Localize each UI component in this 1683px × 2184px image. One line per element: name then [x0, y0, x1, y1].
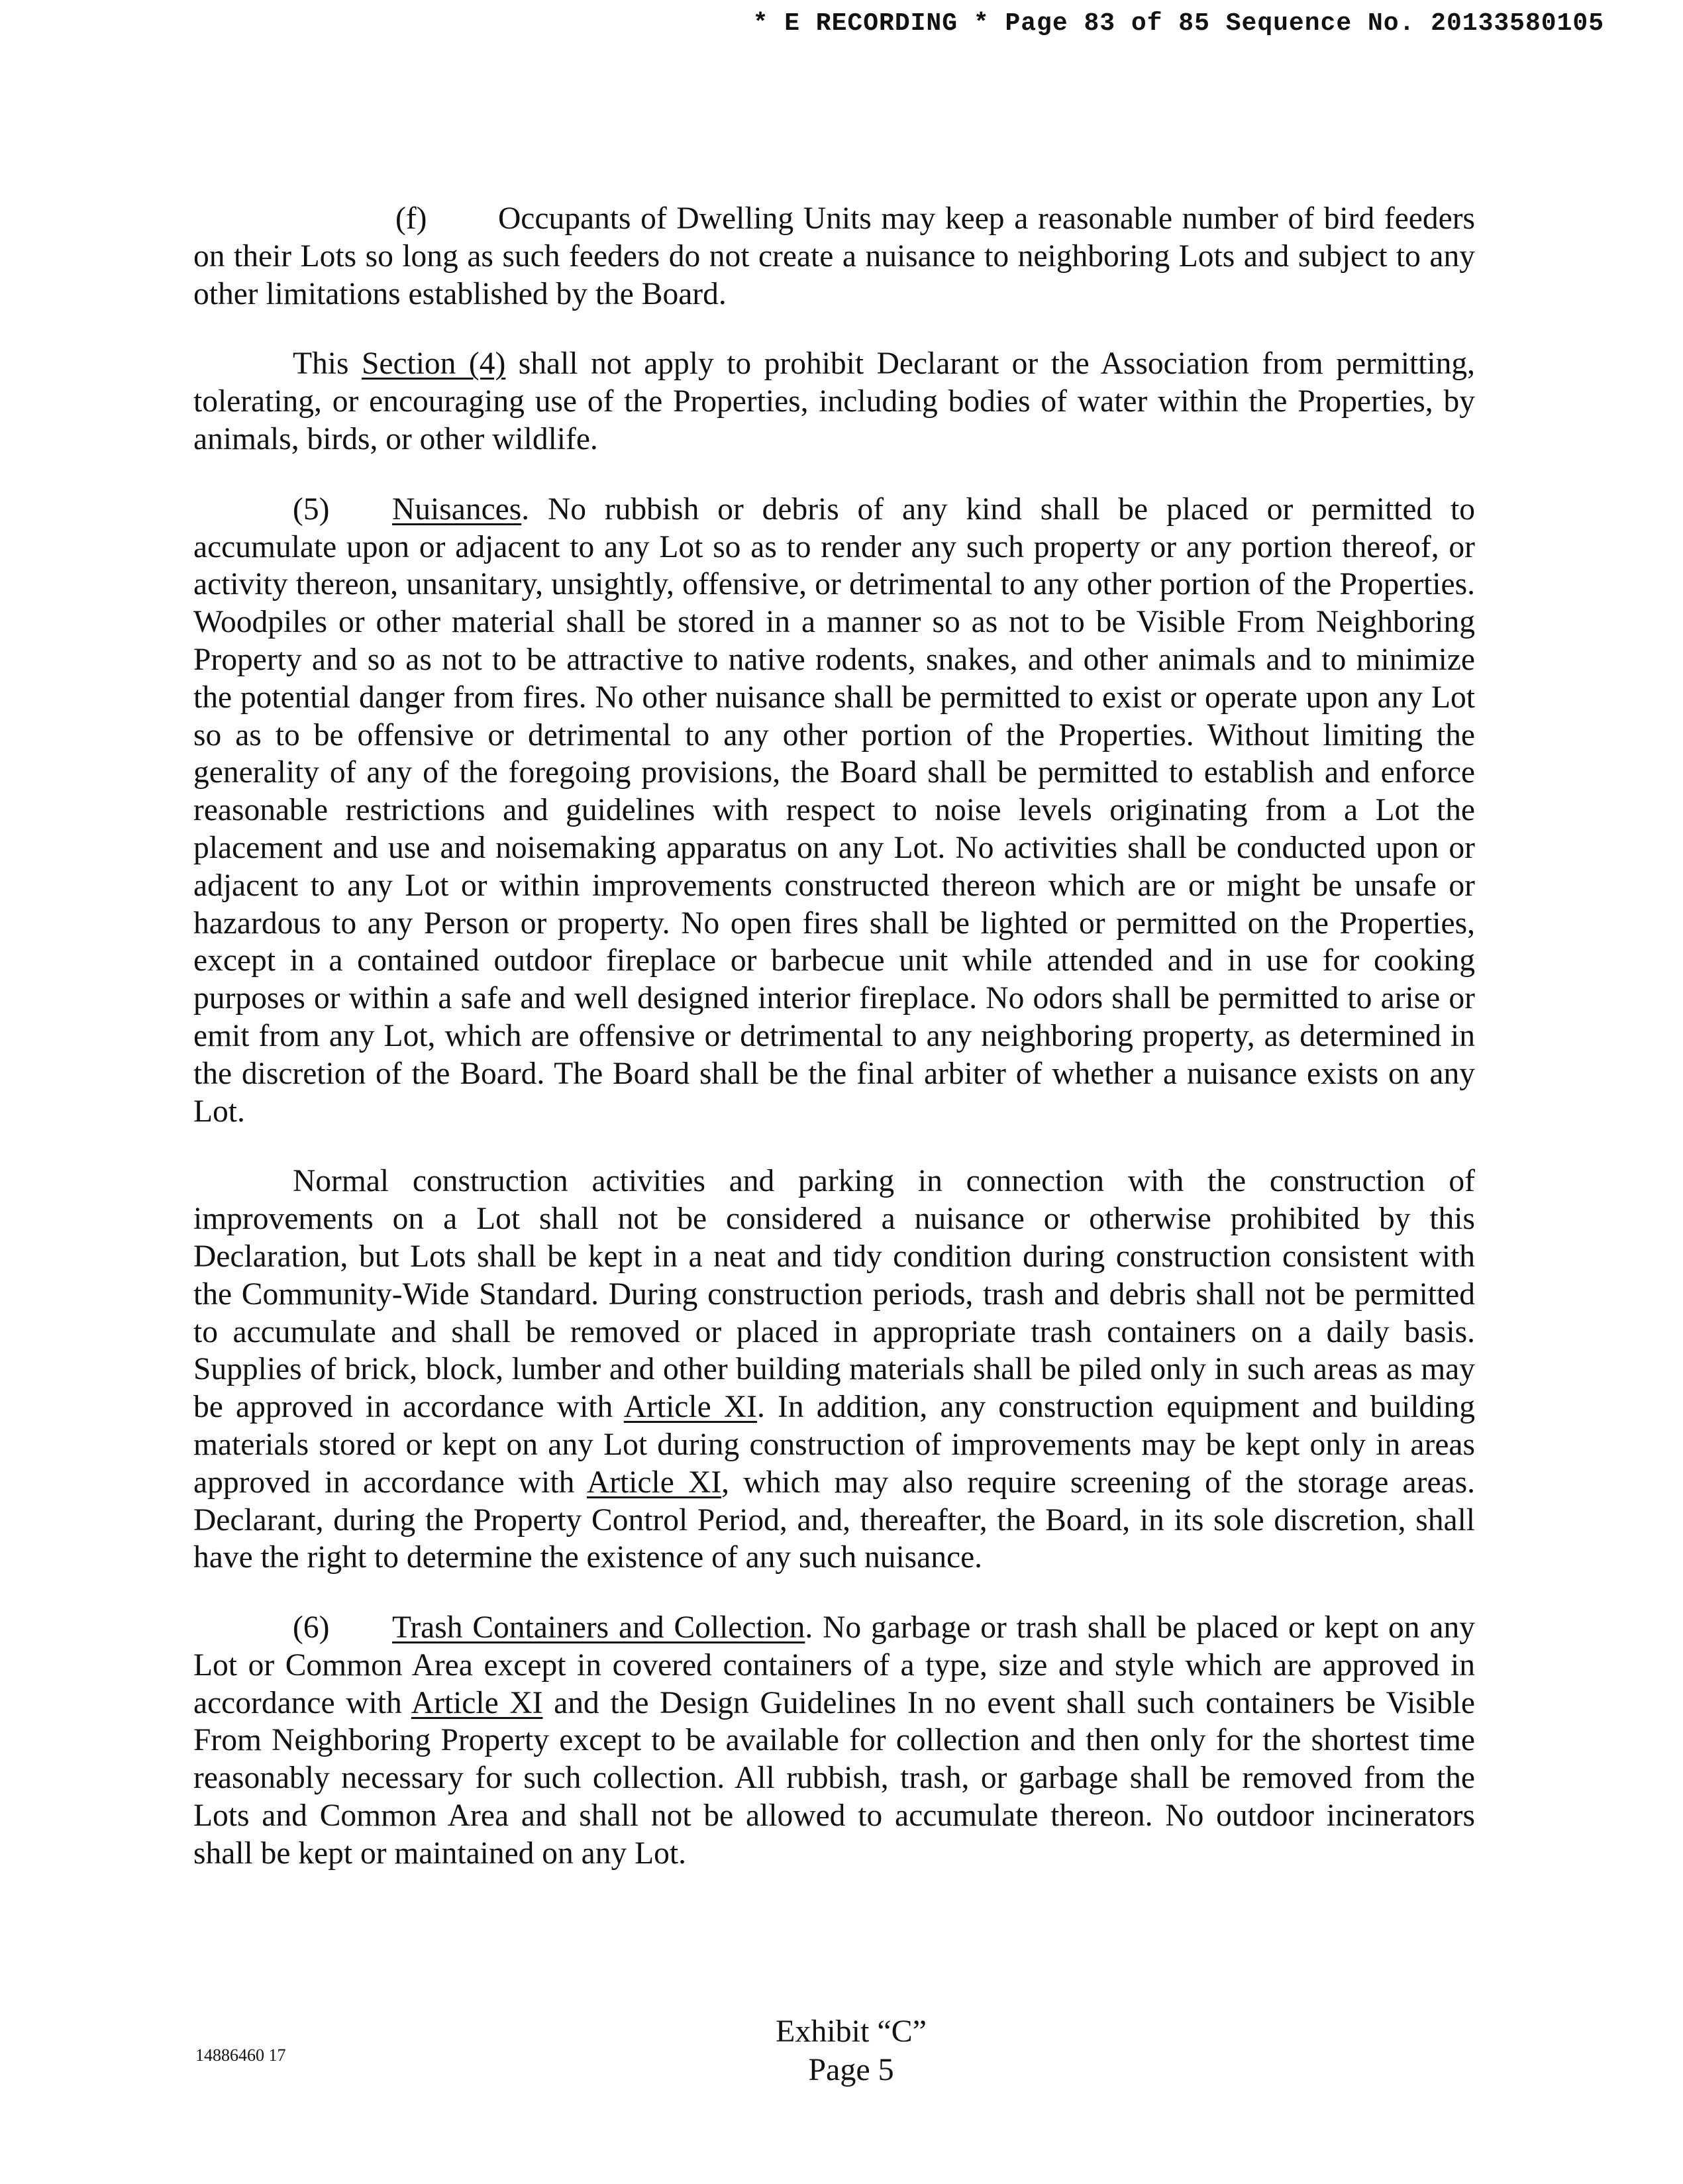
exhibit-label: Exhibit “C” — [776, 2014, 927, 2049]
section-4-text: shall not apply to prohibit Declarant or the Association from permitting, tolerating, or encouraging use of the Properties, including bodies of water within the Properties, by animals, birds, or other wildlife. — [193, 346, 1475, 456]
recording-header: * E RECORDING * Page 83 of 85 Sequence No. 20133580105 — [752, 9, 1604, 38]
paragraph-section-4-exception — [193, 345, 1475, 458]
paragraph-6-number: (6) — [293, 1610, 330, 1645]
page-number: Page 5 — [808, 2052, 894, 2087]
construction-article-xi-ref-2: Article XI — [586, 1465, 722, 1500]
paragraph-6-trash-containers — [193, 1609, 1475, 1873]
section-4-lead: This — [293, 346, 362, 382]
paragraph-5-heading: Nuisances — [392, 492, 522, 527]
paragraph-f-bird-feeders — [193, 200, 1475, 313]
paragraph-5-text: . No rubbish or debris of any kind shall be placed or permitted to accumulate upon or adjacent to any Lot so as to render any such property or any portion thereof, or activity thereon, unsanitary, unsightly, offensive, or detrimental to any other portion of the Properties. Woodpiles or other material shall be stored in a manner so as not to be Visible From Neighboring Property and so as not to be attractive to native rodents, snakes, and other animals and to minimize the potential danger from fires. No other nuisance shall be permitted to exist or operate upon any Lot so as to be offensive or detrimental to any other portion of the Properties. Without limiting the generality of any of the foregoing provisions, the Board shall be permitted to establish and enforce reasonable restrictions and guidelines with respect to noise levels originating from a Lot the placement and use and noisemaking apparatus on any Lot. No activities shall be conducted upon or adjacent to any Lot or within improvements constructed thereon which are or might be unsafe or hazardous to any Person or property. No open fires shall be lighted or permitted on the Properties, except in a contained outdoor fireplace or barbecue unit while attended and in use for cooking purposes or within a safe and well designed interior fireplace. No odors shall be permitted to arise or emit from any Lot, which are offensive or detrimental to any neighboring property, as determined in the discretion of the Board. The Board shall be the final arbiter of whether a nuisance exists on any Lot. — [193, 492, 1475, 1129]
paragraph-5-nuisances — [193, 491, 1475, 1131]
paragraph-6-heading: Trash Containers and Collection — [392, 1610, 805, 1645]
construction-article-xi-ref-1: Article XI — [623, 1390, 757, 1425]
section-4-reference: Section (4) — [361, 346, 506, 382]
paragraph-6-article-xi-ref: Article XI — [411, 1685, 543, 1720]
construction-text-2: . In addition, any construction equipment and building materials stored or kept on any Lot during construction of improvements may be kept only in areas approved in accordance with — [193, 1390, 1476, 1500]
paragraph-construction-activities — [193, 1163, 1475, 1577]
paragraph-5-number: (5) — [293, 492, 330, 527]
paragraph-6-text-2: and the Design Guidelines In no event shall such containers be Visible From Neighboring Property except to be available for collection and then only for the shortest time reasonably necessary for such collection. All rubbish, trash, or garbage shall be removed from the Lots and Common Area and shall not be allowed to accumulate thereon. No outdoor incinerators shall be kept or maintained on any Lot. — [193, 1685, 1476, 1871]
document-body — [193, 200, 1475, 1905]
page-footer — [729, 2012, 974, 2089]
document-id: 14886460 17 — [195, 2046, 286, 2065]
construction-text-3: , which may also require screening of the storage areas. Declarant, during the Property Control Period, and, thereafter, the Board, in its sole discretion, shall have the right to determine the existence of any such nuisance. — [193, 1465, 1475, 1575]
paragraph-6-text-1: . No garbage or trash shall be placed or kept on any Lot or Common Area except in covered containers of a type, size and style which are approved in accordance with — [193, 1610, 1475, 1720]
construction-text-1: Normal construction activities and parking in connection with the construction of improvements on a Lot shall not be considered a nuisance or otherwise prohibited by this Declaration, but Lots shall be kept in a neat and tidy condition during construction consistent with the Community-Wide Standard. During construction periods, trash and debris shall not be permitted to accumulate and shall be removed or placed in appropriate trash containers on a daily basis. Supplies of brick, block, lumber and other building materials shall be piled only in such areas as may be approved in accordance with — [193, 1164, 1475, 1425]
paragraph-f-text: Occupants of Dwelling Units may keep a reasonable number of bird feeders on their Lots so long as such feeders do not create a nuisance to neighboring Lots and subject to any other limitations established by the Board. — [193, 201, 1475, 311]
paragraph-f-number: (f) — [395, 201, 427, 236]
